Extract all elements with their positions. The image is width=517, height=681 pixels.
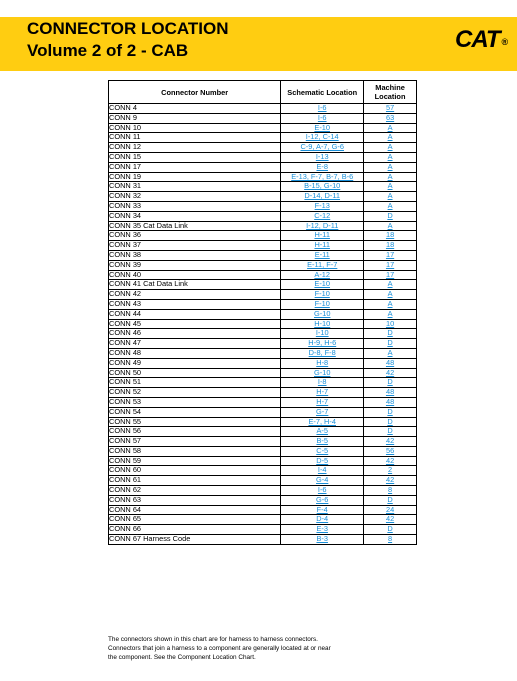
connector-number-cell: CONN 65 xyxy=(109,515,281,525)
table-row xyxy=(109,123,417,133)
connector-number-cell: CONN 39 xyxy=(109,260,281,270)
machine-location-link[interactable]: 24 xyxy=(364,505,417,515)
table-row xyxy=(109,231,417,241)
connector-number-cell: CONN 54 xyxy=(109,407,281,417)
schematic-location-link[interactable]: H-11 xyxy=(281,231,364,241)
table-row xyxy=(109,495,417,505)
machine-location-link[interactable]: D xyxy=(364,525,417,535)
schematic-location-link[interactable]: C-12 xyxy=(281,211,364,221)
schematic-location-link[interactable]: I-8 xyxy=(281,378,364,388)
machine-location-link[interactable]: 56 xyxy=(364,446,417,456)
schematic-location-link[interactable]: C-5 xyxy=(281,446,364,456)
machine-location-link[interactable]: 48 xyxy=(364,358,417,368)
schematic-location-link[interactable]: E-3 xyxy=(281,525,364,535)
schematic-location-link[interactable]: B-15, G-10 xyxy=(281,182,364,192)
table-row xyxy=(109,466,417,476)
machine-location-link[interactable]: A xyxy=(364,133,417,143)
connector-number-cell: CONN 50 xyxy=(109,368,281,378)
table-row xyxy=(109,299,417,309)
table-row xyxy=(109,182,417,192)
machine-location-link[interactable]: 10 xyxy=(364,319,417,329)
machine-location-link[interactable]: D xyxy=(364,427,417,437)
connector-number-cell: CONN 52 xyxy=(109,388,281,398)
machine-location-link[interactable]: A xyxy=(364,221,417,231)
schematic-location-link[interactable]: E-8 xyxy=(281,162,364,172)
schematic-location-link[interactable]: E-11 xyxy=(281,250,364,260)
schematic-location-link[interactable]: E-13, F-7, B-7, B-6 xyxy=(281,172,364,182)
machine-location-link[interactable]: A xyxy=(364,201,417,211)
table-row xyxy=(109,319,417,329)
schematic-location-link[interactable]: F-10 xyxy=(281,299,364,309)
schematic-location-link[interactable]: D-4 xyxy=(281,515,364,525)
connector-number-cell: CONN 41 Cat Data Link xyxy=(109,280,281,290)
machine-location-link[interactable]: 42 xyxy=(364,437,417,447)
machine-location-link[interactable]: A xyxy=(364,162,417,172)
connector-number-cell: CONN 48 xyxy=(109,348,281,358)
machine-location-link[interactable]: A xyxy=(364,143,417,153)
schematic-location-link[interactable]: H-7 xyxy=(281,388,364,398)
machine-location-link[interactable]: A xyxy=(364,172,417,182)
schematic-location-link[interactable]: H-8 xyxy=(281,358,364,368)
connector-number-cell: CONN 42 xyxy=(109,290,281,300)
footnote xyxy=(108,635,398,662)
header-banner xyxy=(0,17,517,71)
machine-location-link[interactable]: 17 xyxy=(364,250,417,260)
schematic-location-link[interactable]: A-5 xyxy=(281,427,364,437)
table-row xyxy=(109,486,417,496)
connector-number-cell: CONN 37 xyxy=(109,241,281,251)
table-row xyxy=(109,104,417,114)
schematic-location-link[interactable]: I-6 xyxy=(281,104,364,114)
machine-location-link[interactable]: D xyxy=(364,378,417,388)
connector-number-cell: CONN 47 xyxy=(109,339,281,349)
connector-number-cell: CONN 35 Cat Data Link xyxy=(109,221,281,231)
schematic-location-link[interactable]: B-3 xyxy=(281,535,364,545)
machine-location-link[interactable]: 17 xyxy=(364,270,417,280)
connector-number-cell: CONN 49 xyxy=(109,358,281,368)
table-row xyxy=(109,192,417,202)
machine-location-link[interactable]: 57 xyxy=(364,104,417,114)
column-header-connector-number: Connector Number xyxy=(109,81,281,104)
machine-location-link[interactable]: D xyxy=(364,339,417,349)
machine-location-link[interactable]: A xyxy=(364,152,417,162)
connector-number-cell: CONN 15 xyxy=(109,152,281,162)
table-row xyxy=(109,427,417,437)
column-header-schematic-location: Schematic Location xyxy=(281,81,364,104)
table-row xyxy=(109,172,417,182)
machine-location-link[interactable]: 2 xyxy=(364,466,417,476)
table-row xyxy=(109,260,417,270)
connector-number-cell: CONN 31 xyxy=(109,182,281,192)
table-row xyxy=(109,368,417,378)
connector-number-cell: CONN 55 xyxy=(109,417,281,427)
schematic-location-link[interactable]: E-11, F-7 xyxy=(281,260,364,270)
schematic-location-link[interactable]: D-14, D-11 xyxy=(281,192,364,202)
page-subtitle: Volume 2 of 2 - CAB xyxy=(27,41,189,60)
schematic-location-link[interactable]: I-6 xyxy=(281,113,364,123)
table-row xyxy=(109,329,417,339)
schematic-location-link[interactable]: H-9, H-6 xyxy=(281,339,364,349)
schematic-location-link[interactable]: I-6 xyxy=(281,486,364,496)
connector-table xyxy=(108,80,417,545)
machine-location-link[interactable]: D xyxy=(364,407,417,417)
table-row xyxy=(109,417,417,427)
connector-number-cell: CONN 60 xyxy=(109,466,281,476)
machine-location-link[interactable]: A xyxy=(364,123,417,133)
machine-location-link[interactable]: A xyxy=(364,299,417,309)
machine-location-link[interactable]: A xyxy=(364,192,417,202)
table-header-row xyxy=(109,81,417,104)
connector-number-cell: CONN 11 xyxy=(109,133,281,143)
connector-number-cell: CONN 67 Harness Code xyxy=(109,535,281,545)
machine-location-link[interactable]: 18 xyxy=(364,231,417,241)
schematic-location-link[interactable]: G-6 xyxy=(281,495,364,505)
table-row xyxy=(109,437,417,447)
table-row xyxy=(109,446,417,456)
connector-number-cell: CONN 57 xyxy=(109,437,281,447)
connector-number-cell: CONN 12 xyxy=(109,143,281,153)
table-row xyxy=(109,397,417,407)
connector-number-cell: CONN 61 xyxy=(109,476,281,486)
schematic-location-link[interactable]: F-13 xyxy=(281,201,364,211)
connector-number-cell: CONN 58 xyxy=(109,446,281,456)
table-row xyxy=(109,339,417,349)
connector-number-cell: CONN 56 xyxy=(109,427,281,437)
connector-number-cell: CONN 40 xyxy=(109,270,281,280)
connector-number-cell: CONN 46 xyxy=(109,329,281,339)
footnote-line-2: Connectors that join a harness to a component are generally located at or near xyxy=(108,645,331,652)
connector-number-cell: CONN 43 xyxy=(109,299,281,309)
connector-number-cell: CONN 45 xyxy=(109,319,281,329)
table-row xyxy=(109,290,417,300)
machine-location-link[interactable]: 48 xyxy=(364,388,417,398)
machine-location-link[interactable]: 42 xyxy=(364,476,417,486)
schematic-location-link[interactable]: H-11 xyxy=(281,241,364,251)
table-row xyxy=(109,476,417,486)
schematic-location-link[interactable]: F-4 xyxy=(281,505,364,515)
machine-location-link[interactable]: 42 xyxy=(364,515,417,525)
table-row xyxy=(109,388,417,398)
schematic-location-link[interactable]: B-5 xyxy=(281,437,364,447)
connector-number-cell: CONN 4 xyxy=(109,104,281,114)
registered-mark: ® xyxy=(501,37,508,47)
machine-location-link[interactable]: D xyxy=(364,211,417,221)
schematic-location-link[interactable]: G-4 xyxy=(281,476,364,486)
schematic-location-link[interactable]: C-9, A-7, G-6 xyxy=(281,143,364,153)
table-row xyxy=(109,113,417,123)
schematic-location-link[interactable]: I-12, D-11 xyxy=(281,221,364,231)
table-row xyxy=(109,309,417,319)
column-header-machine-location: Machine Location xyxy=(364,81,417,104)
machine-location-link[interactable]: 8 xyxy=(364,486,417,496)
table-row xyxy=(109,221,417,231)
footnote-line-3: the component. See the Component Location Chart. xyxy=(108,654,256,661)
table-row xyxy=(109,378,417,388)
schematic-location-link[interactable]: I-10 xyxy=(281,329,364,339)
machine-location-link[interactable]: D xyxy=(364,495,417,505)
connector-number-cell: CONN 51 xyxy=(109,378,281,388)
page-title: CONNECTOR LOCATION xyxy=(27,19,229,38)
table-row xyxy=(109,358,417,368)
connector-number-cell: CONN 38 xyxy=(109,250,281,260)
schematic-location-link[interactable]: D-5 xyxy=(281,456,364,466)
table-row xyxy=(109,348,417,358)
schematic-location-link[interactable]: G-7 xyxy=(281,407,364,417)
connector-number-cell: CONN 44 xyxy=(109,309,281,319)
machine-location-link[interactable]: A xyxy=(364,348,417,358)
machine-location-link[interactable]: 18 xyxy=(364,241,417,251)
connector-number-cell: CONN 62 xyxy=(109,486,281,496)
machine-location-link[interactable]: A xyxy=(364,290,417,300)
table-row xyxy=(109,143,417,153)
schematic-location-link[interactable]: H-7 xyxy=(281,397,364,407)
table-row xyxy=(109,250,417,260)
connector-number-cell: CONN 34 xyxy=(109,211,281,221)
table-row xyxy=(109,515,417,525)
logo-text: CAT xyxy=(455,26,500,53)
table-row xyxy=(109,152,417,162)
table-row xyxy=(109,241,417,251)
schematic-location-link[interactable]: G-10 xyxy=(281,368,364,378)
connector-number-cell: CONN 9 xyxy=(109,113,281,123)
machine-location-link[interactable]: 17 xyxy=(364,260,417,270)
schematic-location-link[interactable]: I-12, C-14 xyxy=(281,133,364,143)
schematic-location-link[interactable]: H-10 xyxy=(281,319,364,329)
connector-number-cell: CONN 19 xyxy=(109,172,281,182)
schematic-location-link[interactable]: F-10 xyxy=(281,290,364,300)
connector-number-cell: CONN 53 xyxy=(109,397,281,407)
machine-location-link[interactable]: 42 xyxy=(364,368,417,378)
schematic-location-link[interactable]: I-4 xyxy=(281,466,364,476)
schematic-location-link[interactable]: E-10 xyxy=(281,280,364,290)
connector-number-cell: CONN 10 xyxy=(109,123,281,133)
connector-number-cell: CONN 66 xyxy=(109,525,281,535)
connector-number-cell: CONN 59 xyxy=(109,456,281,466)
table-row xyxy=(109,456,417,466)
schematic-location-link[interactable]: I-13 xyxy=(281,152,364,162)
connector-number-cell: CONN 64 xyxy=(109,505,281,515)
table-row xyxy=(109,201,417,211)
machine-location-link[interactable]: D xyxy=(364,417,417,427)
connector-number-cell: CONN 63 xyxy=(109,495,281,505)
machine-location-link[interactable]: A xyxy=(364,309,417,319)
cat-logo xyxy=(455,26,507,54)
table-row xyxy=(109,162,417,172)
schematic-location-link[interactable]: E-7, H-4 xyxy=(281,417,364,427)
machine-location-link[interactable]: A xyxy=(364,280,417,290)
table-row xyxy=(109,133,417,143)
connector-number-cell: CONN 36 xyxy=(109,231,281,241)
table-row xyxy=(109,211,417,221)
machine-location-link[interactable]: 63 xyxy=(364,113,417,123)
schematic-location-link[interactable]: G-10 xyxy=(281,309,364,319)
schematic-location-link[interactable]: A-12 xyxy=(281,270,364,280)
machine-location-link[interactable]: A xyxy=(364,182,417,192)
connector-number-cell: CONN 17 xyxy=(109,162,281,172)
schematic-location-link[interactable]: D-8, F-8 xyxy=(281,348,364,358)
machine-location-link[interactable]: D xyxy=(364,329,417,339)
machine-location-link[interactable]: 42 xyxy=(364,456,417,466)
table-row xyxy=(109,535,417,545)
connector-number-cell: CONN 32 xyxy=(109,192,281,202)
connector-number-cell: CONN 33 xyxy=(109,201,281,211)
footnote-line-1: The connectors shown in this chart are for harness to harness connectors. xyxy=(108,636,318,643)
schematic-location-link[interactable]: E-10 xyxy=(281,123,364,133)
table-row xyxy=(109,280,417,290)
table-row xyxy=(109,505,417,515)
machine-location-link[interactable]: 8 xyxy=(364,535,417,545)
machine-location-link[interactable]: 48 xyxy=(364,397,417,407)
table-row xyxy=(109,407,417,417)
